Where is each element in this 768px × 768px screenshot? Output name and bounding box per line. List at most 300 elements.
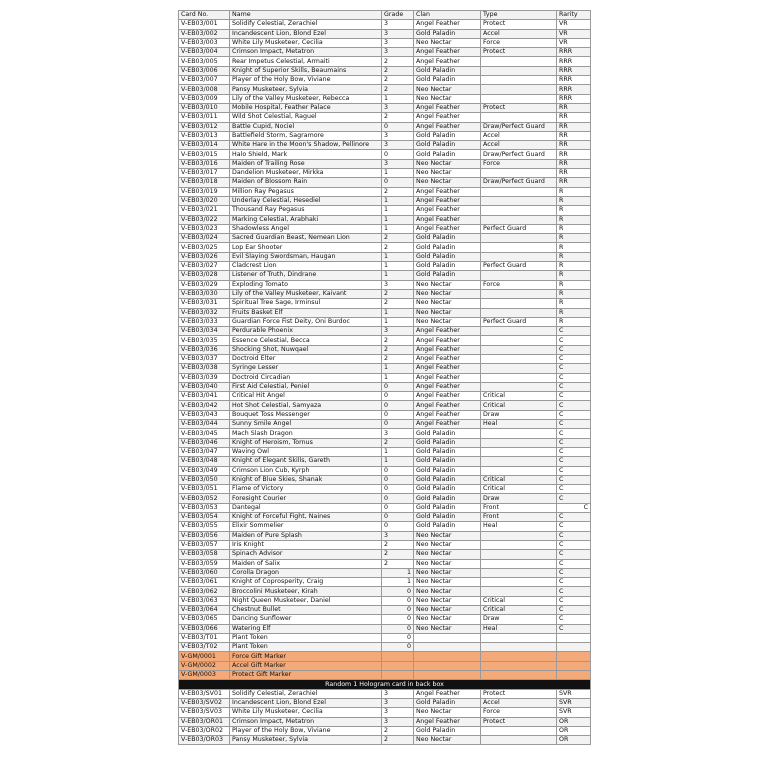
table-row: [179, 485, 591, 494]
cell-rarity: RRR: [557, 76, 591, 85]
cell-rarity: C: [557, 392, 591, 401]
cell-grade: 2: [382, 540, 414, 549]
cell-type: [481, 540, 557, 549]
cell-grade: 1: [382, 252, 414, 261]
cell-rarity: C: [557, 596, 591, 605]
cell-card-no: V-EB03/028: [179, 271, 230, 280]
table-row: [179, 66, 591, 75]
cell-rarity: C: [557, 531, 591, 540]
cell-name: Syringe Lesser: [230, 364, 382, 373]
cell-rarity: R: [557, 224, 591, 233]
gift-marker-row: [179, 671, 591, 680]
cell-name: Hot Shot Celestial, Samyaza: [230, 401, 382, 410]
cell-grade: 0: [382, 587, 414, 596]
cell-card-no: V-EB03/006: [179, 66, 230, 75]
cell-type: [481, 252, 557, 261]
hologram-row: [179, 717, 591, 726]
cell-card-no: V-EB03/004: [179, 48, 230, 57]
cell-rarity: RR: [557, 169, 591, 178]
cell-clan: Angel Feather: [414, 196, 481, 205]
cell-rarity: C: [557, 420, 591, 429]
table-row: [179, 513, 591, 522]
cell-grade: 3: [382, 20, 414, 29]
cell-type: Heal: [481, 522, 557, 531]
cell-name: Lop Ear Shooter: [230, 243, 382, 252]
cell-card-no: V-EB03/038: [179, 364, 230, 373]
cell-clan: Gold Paladin: [414, 234, 481, 243]
cell-type: [481, 289, 557, 298]
cell-grade: 2: [382, 85, 414, 94]
cell-rarity: RR: [557, 103, 591, 112]
cell-grade: 2: [382, 559, 414, 568]
cell-type: [481, 364, 557, 373]
cell-type: [481, 457, 557, 466]
cell-grade: 0: [382, 150, 414, 159]
cell-grade: 1: [382, 169, 414, 178]
table-row: [179, 354, 591, 363]
cell-grade: 2: [382, 299, 414, 308]
cell-card-no: V-EB03/051: [179, 485, 230, 494]
cell-grade: 2: [382, 76, 414, 85]
cell-clan: Neo Nectar: [414, 587, 481, 596]
cell-type: [481, 466, 557, 475]
cell-name: Lily of the Valley Musketeer, Kaivant: [230, 289, 382, 298]
cell-grade: 1: [382, 447, 414, 456]
cell-grade: 3: [382, 531, 414, 540]
cell-name: Force Gift Marker: [230, 652, 382, 661]
cell-grade: 0: [382, 392, 414, 401]
cell-clan: Gold Paladin: [414, 252, 481, 261]
table-row: [179, 187, 591, 196]
cell-card-no: V-EB03/016: [179, 159, 230, 168]
cell-grade: 1: [382, 457, 414, 466]
table-row: [179, 401, 591, 410]
cell-card-no: V-EB03/023: [179, 224, 230, 233]
cell-clan: Gold Paladin: [414, 447, 481, 456]
cell-clan: Neo Nectar: [414, 568, 481, 577]
cell-grade: 1: [382, 568, 414, 577]
cell-rarity: SVR: [557, 708, 591, 717]
cell-name: Protect Gift Marker: [230, 671, 382, 680]
cell-card-no: V-EB03/058: [179, 550, 230, 559]
table-row: [179, 299, 591, 308]
cell-rarity: [557, 671, 591, 680]
header-name: Name: [230, 11, 382, 20]
cell-clan: Angel Feather: [414, 373, 481, 382]
cell-grade: 0: [382, 596, 414, 605]
cell-type: [481, 447, 557, 456]
cell-card-no: V-EB03/053: [179, 503, 230, 512]
cell-type: [481, 308, 557, 317]
cell-card-no: V-EB03/039: [179, 373, 230, 382]
cell-name: Knight of Forceful Fight, Naines: [230, 513, 382, 522]
cell-grade: 2: [382, 187, 414, 196]
cell-grade: 0: [382, 522, 414, 531]
cell-clan: Gold Paladin: [414, 76, 481, 85]
cell-clan: Neo Nectar: [414, 38, 481, 47]
cell-card-no: V-EB03/057: [179, 540, 230, 549]
table-row: [179, 457, 591, 466]
cell-type: [481, 113, 557, 122]
table-row: [179, 392, 591, 401]
cell-grade: 1: [382, 94, 414, 103]
cell-clan: Gold Paladin: [414, 494, 481, 503]
table-row: [179, 438, 591, 447]
cell-clan: Gold Paladin: [414, 66, 481, 75]
cell-type: [481, 652, 557, 661]
cell-rarity: SVR: [557, 698, 591, 707]
cell-card-no: V-EB03/OR02: [179, 726, 230, 735]
cell-type: Force: [481, 708, 557, 717]
table-row: [179, 345, 591, 354]
cell-rarity: C: [557, 475, 591, 484]
cell-type: [481, 85, 557, 94]
cell-clan: Gold Paladin: [414, 131, 481, 140]
cell-clan: Neo Nectar: [414, 624, 481, 633]
hologram-banner-row: [179, 680, 591, 689]
cell-card-no: V-EB03/043: [179, 410, 230, 419]
cell-type: Front: [481, 513, 557, 522]
cell-type: Protect: [481, 717, 557, 726]
table-row: [179, 271, 591, 280]
cell-grade: 2: [382, 234, 414, 243]
cell-name: Knight of Heroism, Tornus: [230, 438, 382, 447]
cell-name: Watering Elf: [230, 624, 382, 633]
cell-type: [481, 57, 557, 66]
cell-rarity: C: [557, 568, 591, 577]
cell-rarity: C: [557, 550, 591, 559]
table-row: [179, 224, 591, 233]
cell-grade: 2: [382, 438, 414, 447]
cell-grade: 2: [382, 289, 414, 298]
cell-type: Force: [481, 38, 557, 47]
cell-rarity: R: [557, 243, 591, 252]
cell-rarity: C: [557, 373, 591, 382]
cell-grade: 1: [382, 224, 414, 233]
cell-rarity: RRR: [557, 48, 591, 57]
cell-card-no: V-EB03/022: [179, 215, 230, 224]
table-row: [179, 615, 591, 624]
card-list-table: [178, 10, 591, 745]
cell-clan: Gold Paladin: [414, 457, 481, 466]
cell-clan: Neo Nectar: [414, 606, 481, 615]
table-row: [179, 550, 591, 559]
cell-card-no: V-EB03/064: [179, 606, 230, 615]
cell-type: Heal: [481, 420, 557, 429]
table-row: [179, 150, 591, 159]
cell-clan: Neo Nectar: [414, 317, 481, 326]
cell-clan: Neo Nectar: [414, 299, 481, 308]
cell-grade: 3: [382, 131, 414, 140]
cell-card-no: V-EB03/002: [179, 29, 230, 38]
cell-name: Plant Token: [230, 633, 382, 642]
cell-card-no: V-EB03/046: [179, 438, 230, 447]
cell-clan: Neo Nectar: [414, 578, 481, 587]
cell-card-no: V-EB03/012: [179, 122, 230, 131]
cell-name: Waving Owl: [230, 447, 382, 456]
cell-clan: Neo Nectar: [414, 550, 481, 559]
table-row: [179, 94, 591, 103]
table-row: [179, 327, 591, 336]
cell-rarity: SVR: [557, 689, 591, 698]
table-row: [179, 289, 591, 298]
cell-grade: 3: [382, 38, 414, 47]
header-rarity: Rarity: [557, 11, 591, 20]
cell-grade: 1: [382, 215, 414, 224]
table-row: [179, 382, 591, 391]
cell-clan: Angel Feather: [414, 187, 481, 196]
cell-type: [481, 578, 557, 587]
cell-clan: Angel Feather: [414, 113, 481, 122]
cell-name: Player of the Holy Bow, Viviane: [230, 726, 382, 735]
cell-name: Mobile Hospital, Feather Palace: [230, 103, 382, 112]
cell-name: Doctroid Elter: [230, 354, 382, 363]
table-row: [179, 429, 591, 438]
table-row: [179, 280, 591, 289]
cell-grade: 3: [382, 717, 414, 726]
cell-name: Underlay Celestial, Hesediel: [230, 196, 382, 205]
cell-name: Corolla Dragon: [230, 568, 382, 577]
cell-name: Listener of Truth, Dindrane: [230, 271, 382, 280]
cell-type: [481, 206, 557, 215]
cell-rarity: RR: [557, 150, 591, 159]
cell-grade: 0: [382, 485, 414, 494]
table-row: [179, 215, 591, 224]
cell-card-no: V-EB03/054: [179, 513, 230, 522]
cell-grade: 0: [382, 643, 414, 652]
cell-card-no: V-EB03/007: [179, 76, 230, 85]
cell-card-no: V-EB03/T02: [179, 643, 230, 652]
cell-type: Force: [481, 159, 557, 168]
cell-clan: Gold Paladin: [414, 466, 481, 475]
cell-name: Wild Shot Celestial, Raguel: [230, 113, 382, 122]
cell-rarity: RR: [557, 131, 591, 140]
table-row: [179, 159, 591, 168]
cell-name: Elixir Sommelier: [230, 522, 382, 531]
cell-name: Crimson Lion Cub, Kyrph: [230, 466, 382, 475]
table-row: [179, 633, 591, 642]
cell-rarity: R: [557, 252, 591, 261]
cell-grade: 3: [382, 48, 414, 57]
cell-rarity: [557, 633, 591, 642]
gift-marker-row: [179, 661, 591, 670]
cell-name: Player of the Holy Bow, Viviane: [230, 76, 382, 85]
cell-rarity: RR: [557, 141, 591, 150]
cell-card-no: V-EB03/033: [179, 317, 230, 326]
cell-clan: Gold Paladin: [414, 475, 481, 484]
cell-rarity: C: [557, 587, 591, 596]
cell-rarity: C: [557, 336, 591, 345]
cell-grade: 1: [382, 364, 414, 373]
cell-name: Mach Slash Dragon: [230, 429, 382, 438]
cell-card-no: V-GM/0003: [179, 671, 230, 680]
cell-rarity: C: [557, 494, 591, 503]
cell-card-no: V-EB03/041: [179, 392, 230, 401]
cell-clan: Neo Nectar: [414, 159, 481, 168]
table-row: [179, 206, 591, 215]
cell-grade: 2: [382, 345, 414, 354]
cell-rarity: C: [557, 578, 591, 587]
table-row: [179, 540, 591, 549]
cell-rarity: C: [557, 485, 591, 494]
cell-grade: 1: [382, 262, 414, 271]
cell-type: [481, 587, 557, 596]
cell-rarity: VR: [557, 20, 591, 29]
cell-name: Exploding Tomato: [230, 280, 382, 289]
cell-clan: Gold Paladin: [414, 698, 481, 707]
cell-grade: 2: [382, 736, 414, 745]
table-row: [179, 568, 591, 577]
cell-type: Force: [481, 280, 557, 289]
cell-grade: [382, 661, 414, 670]
table-row: [179, 606, 591, 615]
cell-grade: 3: [382, 103, 414, 112]
cell-name: Flame of Victory: [230, 485, 382, 494]
cell-grade: 3: [382, 29, 414, 38]
cell-type: Protect: [481, 103, 557, 112]
cell-card-no: V-EB03/049: [179, 466, 230, 475]
cell-card-no: V-EB03/015: [179, 150, 230, 159]
cell-rarity: RR: [557, 159, 591, 168]
cell-clan: Gold Paladin: [414, 522, 481, 531]
cell-card-no: V-GM/0002: [179, 661, 230, 670]
table-row: [179, 243, 591, 252]
cell-rarity: [557, 652, 591, 661]
cell-name: Knight of Blue Skies, Shanak: [230, 475, 382, 484]
cell-grade: 3: [382, 708, 414, 717]
cell-rarity: C: [557, 354, 591, 363]
cell-card-no: V-EB03/027: [179, 262, 230, 271]
cell-card-no: V-EB03/034: [179, 327, 230, 336]
cell-card-no: V-EB03/040: [179, 382, 230, 391]
hologram-row: [179, 698, 591, 707]
cell-type: [481, 215, 557, 224]
cell-rarity: C: [557, 410, 591, 419]
cell-rarity: C: [557, 345, 591, 354]
cell-clan: [414, 643, 481, 652]
cell-card-no: V-EB03/037: [179, 354, 230, 363]
cell-card-no: V-EB03/009: [179, 94, 230, 103]
cell-name: Fruits Basket Elf: [230, 308, 382, 317]
cell-clan: Angel Feather: [414, 420, 481, 429]
table-row: [179, 57, 591, 66]
cell-type: Perfect Guard: [481, 317, 557, 326]
cell-rarity: OR: [557, 717, 591, 726]
cell-rarity: R: [557, 271, 591, 280]
cell-type: Draw/Perfect Guard: [481, 178, 557, 187]
cell-clan: [414, 661, 481, 670]
cell-rarity: OR: [557, 736, 591, 745]
table-row: [179, 420, 591, 429]
cell-clan: Neo Nectar: [414, 308, 481, 317]
cell-rarity: RR: [557, 113, 591, 122]
cell-grade: 0: [382, 382, 414, 391]
cell-name: Dancing Sunflower: [230, 615, 382, 624]
cell-rarity: RR: [557, 178, 591, 187]
cell-card-no: V-EB03/019: [179, 187, 230, 196]
cell-name: Lily of the Valley Musketeer, Rebecca: [230, 94, 382, 103]
cell-clan: Angel Feather: [414, 224, 481, 233]
cell-name: Night Queen Musketeer, Daniel: [230, 596, 382, 605]
cell-type: Perfect Guard: [481, 262, 557, 271]
cell-rarity: R: [557, 234, 591, 243]
cell-type: [481, 345, 557, 354]
cell-rarity: C: [557, 447, 591, 456]
cell-type: Critical: [481, 475, 557, 484]
header-clan: Clan: [414, 11, 481, 20]
table-row: [179, 38, 591, 47]
cell-clan: Neo Nectar: [414, 289, 481, 298]
cell-card-no: V-EB03/062: [179, 587, 230, 596]
table-row: [179, 643, 591, 652]
cell-clan: Angel Feather: [414, 392, 481, 401]
cell-card-no: V-EB03/050: [179, 475, 230, 484]
cell-type: Draw: [481, 615, 557, 624]
cell-name: Guardian Force Fist Deity, Oni Burdoc: [230, 317, 382, 326]
cell-type: [481, 234, 557, 243]
cell-name: Dandelion Musketeer, Mirkka: [230, 169, 382, 178]
cell-card-no: V-EB03/OR01: [179, 717, 230, 726]
cell-card-no: V-EB03/013: [179, 131, 230, 140]
cell-name: Spiritual Tree Sage, Irminsul: [230, 299, 382, 308]
cell-grade: 0: [382, 494, 414, 503]
cell-rarity: R: [557, 262, 591, 271]
cell-type: [481, 336, 557, 345]
cell-card-no: V-EB03/061: [179, 578, 230, 587]
table-row: [179, 410, 591, 419]
cell-rarity: C: [557, 540, 591, 549]
cell-type: [481, 550, 557, 559]
cell-name: Crimson Impact, Metatron: [230, 48, 382, 57]
cell-card-no: V-EB03/042: [179, 401, 230, 410]
cell-card-no: V-EB03/055: [179, 522, 230, 531]
cell-rarity: C: [557, 466, 591, 475]
cell-name: Chestnut Bullet: [230, 606, 382, 615]
cell-card-no: V-EB03/066: [179, 624, 230, 633]
cell-name: Pansy Musketeer, Sylvia: [230, 736, 382, 745]
cell-name: Knight of Superior Skills, Beaumains: [230, 66, 382, 75]
cell-clan: Neo Nectar: [414, 596, 481, 605]
cell-grade: 1: [382, 271, 414, 280]
cell-clan: Angel Feather: [414, 382, 481, 391]
cell-card-no: V-EB03/014: [179, 141, 230, 150]
cell-type: Protect: [481, 48, 557, 57]
cell-type: Critical: [481, 392, 557, 401]
cell-rarity: C: [557, 522, 591, 531]
table-row: [179, 373, 591, 382]
cell-name: Spinach Advisor: [230, 550, 382, 559]
hologram-row: [179, 736, 591, 745]
cell-card-no: V-EB03/032: [179, 308, 230, 317]
cell-card-no: V-EB03/059: [179, 559, 230, 568]
table-row: [179, 596, 591, 605]
cell-type: Protect: [481, 689, 557, 698]
cell-grade: 3: [382, 280, 414, 289]
cell-type: Perfect Guard: [481, 224, 557, 233]
cell-grade: 1: [382, 196, 414, 205]
cell-card-no: V-EB03/OR03: [179, 736, 230, 745]
cell-rarity: R: [557, 215, 591, 224]
cell-type: [481, 559, 557, 568]
table-row: [179, 169, 591, 178]
cell-type: Draw: [481, 494, 557, 503]
cell-name: Shadowless Angel: [230, 224, 382, 233]
cell-card-no: V-EB03/056: [179, 531, 230, 540]
cell-clan: Angel Feather: [414, 206, 481, 215]
cell-clan: Gold Paladin: [414, 141, 481, 150]
cell-name: Incandescent Lion, Blond Ezel: [230, 29, 382, 38]
cell-rarity: RRR: [557, 57, 591, 66]
